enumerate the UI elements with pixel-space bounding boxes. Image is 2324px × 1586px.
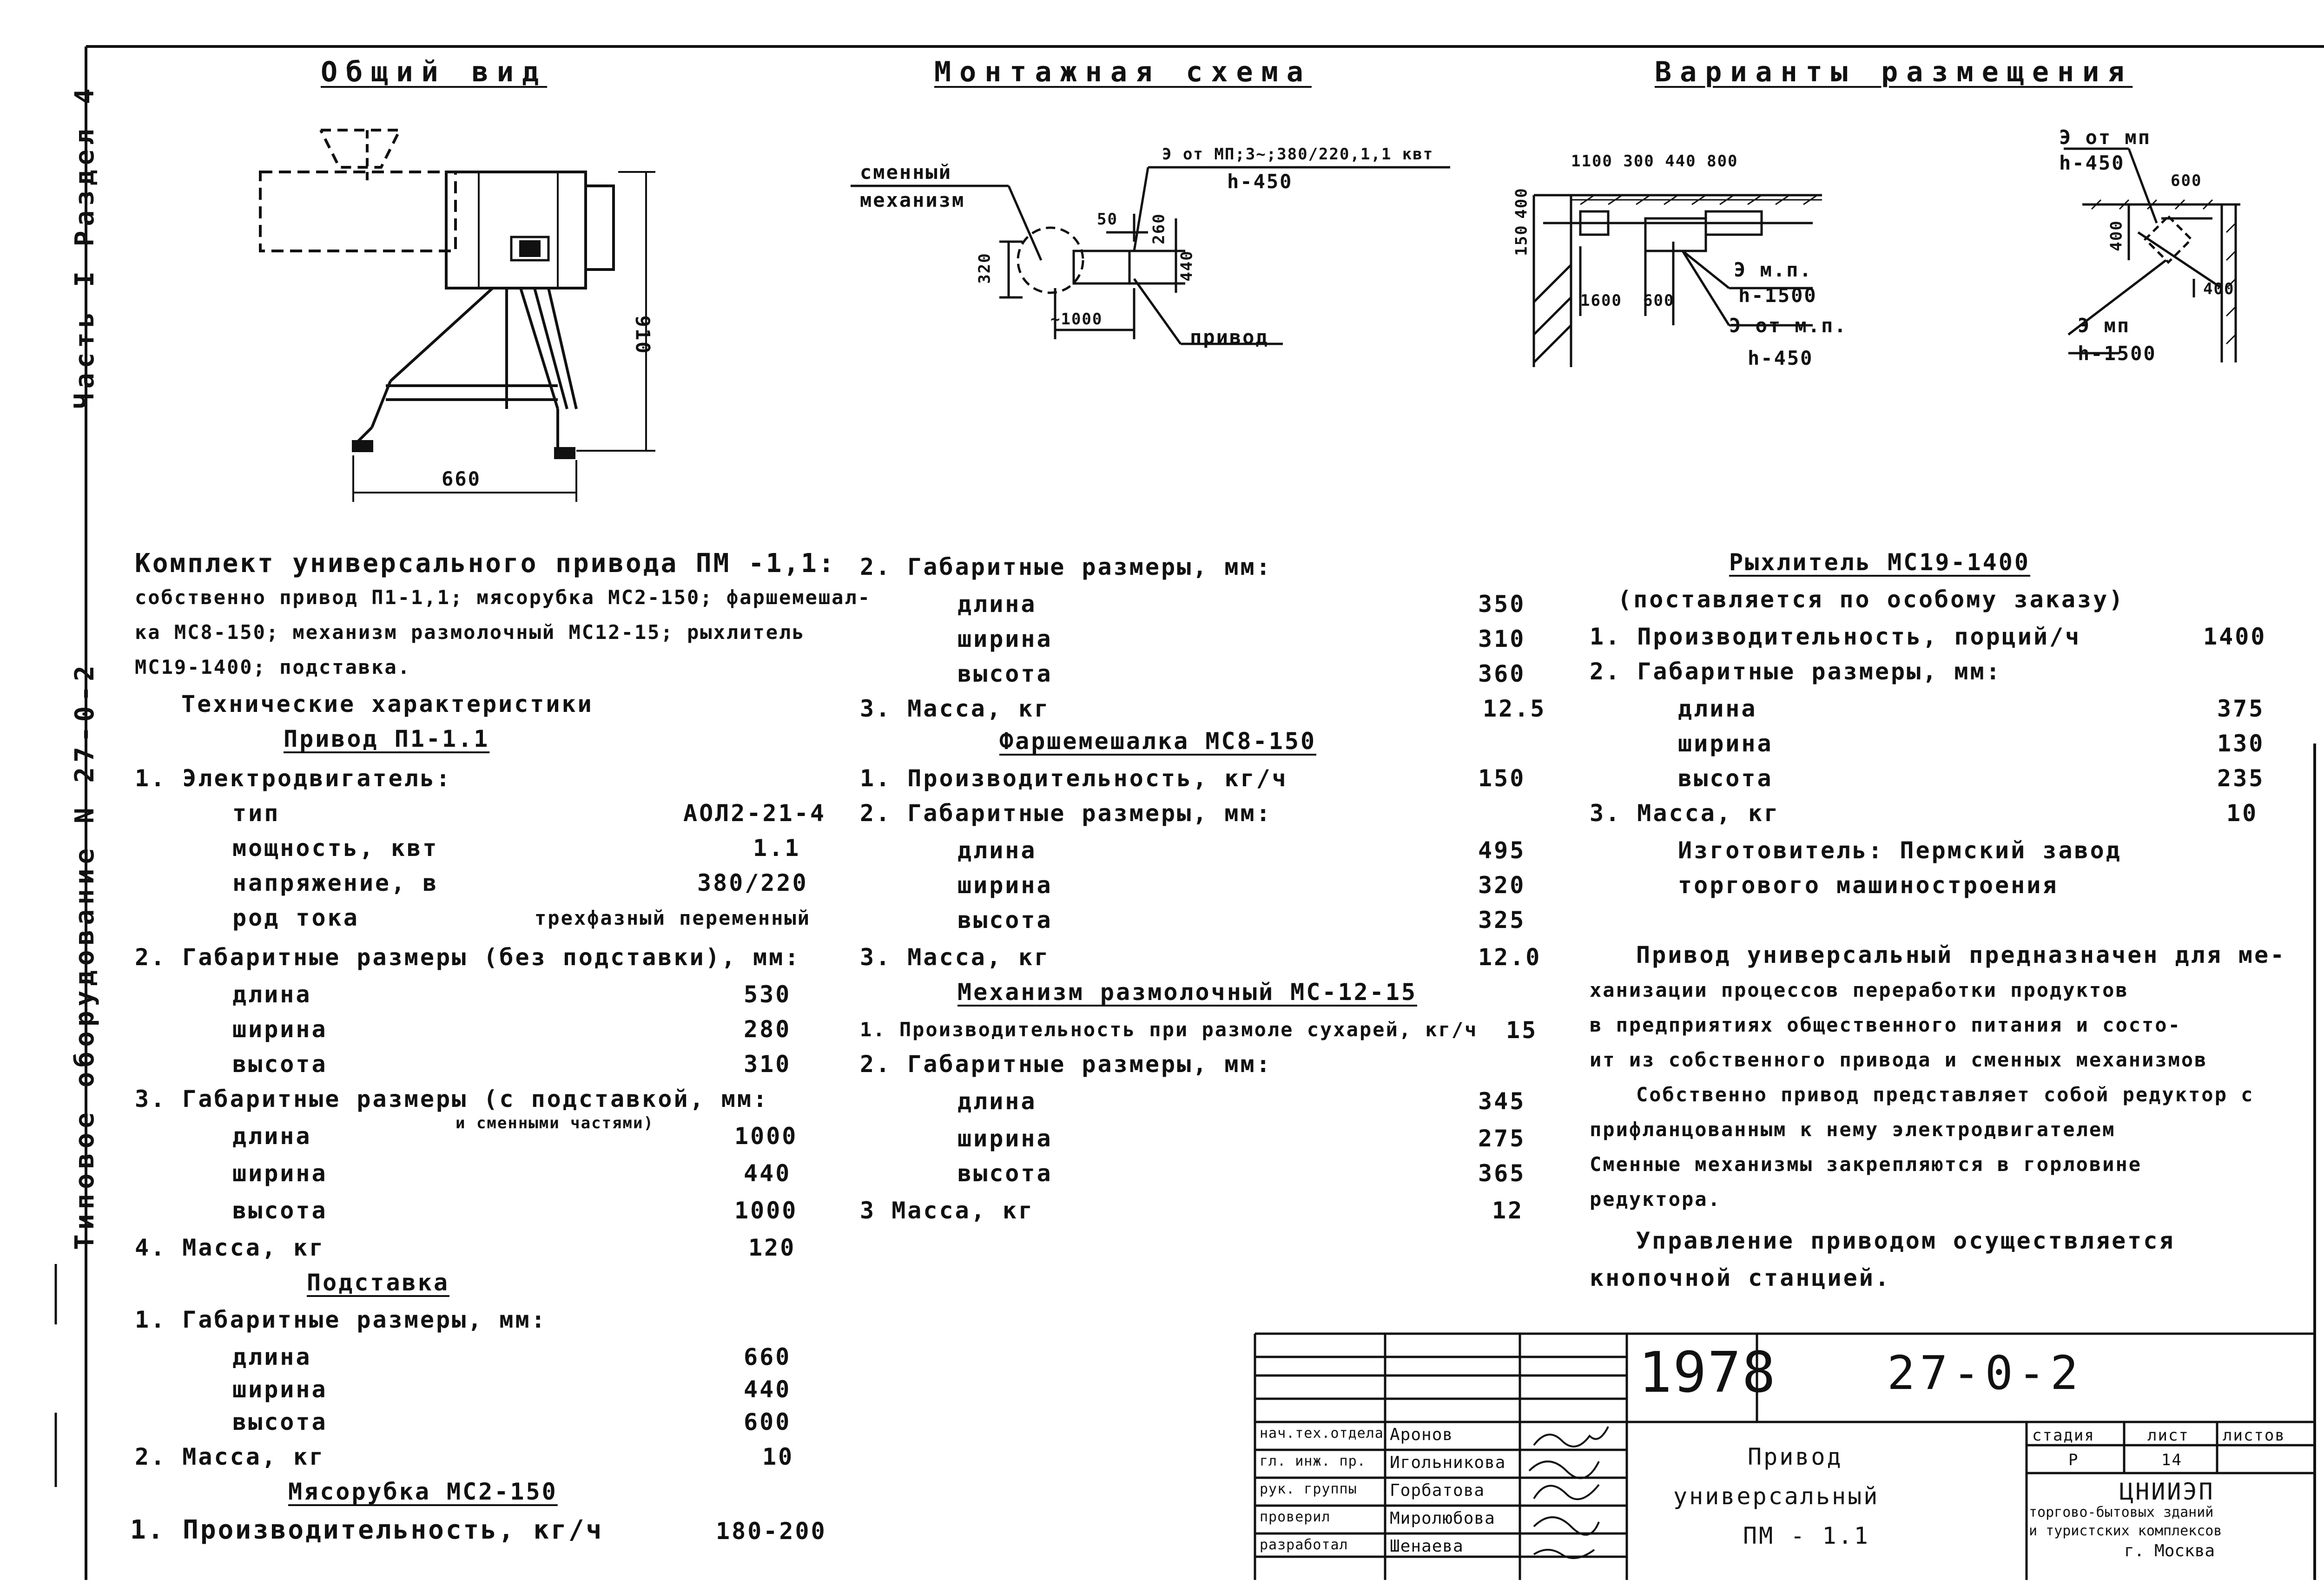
m-wid-label: ширина [957, 872, 1053, 899]
mount-drive: привод [1190, 326, 1269, 349]
dims-stand: 3. Габаритные размеры (с подставкой, мм: [135, 1086, 769, 1112]
mount-d320: 320 [975, 252, 994, 284]
l-wid-label: ширина [1678, 730, 1773, 757]
len-value: 530 [744, 981, 792, 1008]
s-hei-label: высота [232, 1408, 328, 1435]
wid2-label: ширина [232, 1160, 328, 1187]
header-variants: Варианты размещения [1655, 56, 2133, 88]
current-label: род тока [232, 904, 359, 931]
s-hei-value: 600 [744, 1408, 792, 1435]
maker-1: Изготовитель: Пермский завод [1678, 837, 2122, 864]
maker-2: торгового машиностроения [1678, 872, 2059, 899]
s-mass-label: 2. Масса, кг [135, 1443, 325, 1470]
tb-sheets-h: листов [2223, 1426, 2285, 1445]
voltage-label: напряжение, в [232, 869, 439, 896]
tb-title-1: Привод [1748, 1443, 1843, 1470]
loosener-sub: (поставляется по особому заказу) [1618, 586, 2125, 613]
tb-org-1: ЦНИИЭП [2119, 1478, 2215, 1505]
desc-4: ит из собственного привода и сменных механизмов [1590, 1048, 2208, 1071]
var-a-d600: 600 [1643, 291, 1675, 310]
wid-value: 280 [744, 1016, 792, 1043]
len2-value: 1000 [734, 1123, 798, 1150]
s-wid-value: 440 [744, 1376, 792, 1403]
tb-role-1: нач.тех.отдела [1260, 1425, 1384, 1441]
drive-title: Привод П1-1.1 [284, 725, 490, 752]
mount-d260: 260 [1149, 213, 1169, 244]
tb-stage-v: Р [2068, 1451, 2079, 1469]
g-len-label: длина [957, 591, 1037, 618]
mill-prod-label: 1. Производительность при размоле сухарей, кг/ч [860, 1018, 1478, 1041]
tb-name-3: Горбатова [1390, 1481, 1485, 1500]
l-mass-value: 10 [2226, 800, 2258, 827]
l-hei-label: высота [1678, 765, 1773, 792]
desc-3: в предприятиях общественного питания и состо- [1590, 1013, 2181, 1036]
desc-8: редуктора. [1590, 1188, 1721, 1211]
kit-line-3: МС19-1400; подставка. [135, 656, 411, 678]
m-hei-value: 325 [1478, 907, 1526, 934]
var-a-emp: Э м.п. [1734, 258, 1813, 281]
mill-mass-label: 3 Масса, кг [860, 1197, 1035, 1224]
len2-label: длина [232, 1123, 312, 1150]
tb-name-4: Миролюбова [1390, 1509, 1495, 1528]
l-wid-value: 130 [2217, 730, 2265, 757]
tb-title-2: универсальный [1673, 1483, 1880, 1510]
l-mass-label: 3. Масса, кг [1590, 800, 1780, 827]
l-prod-label: 1. Производительность, порций/ч [1590, 623, 2081, 650]
dims-stand-2: и сменными частями) [456, 1114, 654, 1132]
general-view-sketch [260, 130, 655, 502]
mill-prod-value: 15 [1506, 1017, 1538, 1044]
stand-dims: 1. Габаритные размеры, мм: [135, 1306, 547, 1333]
mount-mechanism: механизм [860, 189, 965, 211]
tb-name-1: Аронов [1390, 1425, 1453, 1444]
current-value: трехфазный переменный [535, 907, 811, 929]
m-wid-value: 320 [1478, 872, 1526, 899]
l-hei-value: 235 [2217, 765, 2265, 792]
tb-name-2: Игольникова [1390, 1453, 1506, 1472]
var-a-d400: 400 [1512, 187, 1531, 219]
var-b-h1500: h-1500 [2078, 342, 2157, 365]
mill-wid-label: ширина [957, 1125, 1053, 1152]
variant-a-sketch [1534, 195, 1822, 367]
mass-value: 120 [748, 1234, 796, 1261]
var-b-h450: h-450 [2059, 151, 2125, 174]
hei2-value: 1000 [734, 1197, 798, 1224]
m-mass-label: 3. Масса, кг [860, 944, 1050, 971]
g-mass-value: 12.5 [1483, 695, 1546, 722]
l-prod-value: 1400 [2203, 623, 2267, 650]
desc-7: Сменные механизмы закрепляются в горловине [1590, 1153, 2142, 1176]
mass-label: 4. Масса, кг [135, 1234, 325, 1261]
hei-label: высота [232, 1051, 328, 1078]
tb-role-2: гл. инж. пр. [1260, 1453, 1366, 1469]
m-hei-label: высота [957, 907, 1053, 934]
var-b-d400a: 400 [2107, 220, 2126, 251]
tb-title-3: ПМ - 1.1 [1743, 1522, 1870, 1549]
l-len-label: длина [1678, 695, 1757, 722]
g-hei-value: 360 [1478, 660, 1526, 687]
m-prod-label: 1. Производительность, кг/ч [860, 765, 1288, 792]
dims-no-stand: 2. Габаритные размеры (без подставки), мм: [135, 944, 801, 971]
desc-2: ханизации процессов переработки продуктов [1590, 979, 2129, 1001]
var-a-dims-top: 1100 300 440 800 [1571, 152, 1738, 171]
stand-title: Подставка [307, 1269, 449, 1296]
dim-width: 660 [442, 467, 481, 490]
var-a-h450: h-450 [1748, 347, 1814, 369]
tb-name-5: Шенаева [1390, 1537, 1464, 1556]
mount-h: h-450 [1227, 170, 1293, 193]
tech-heading: Технические характеристики [181, 691, 594, 717]
tb-sheet-v: 14 [2161, 1451, 2182, 1469]
l-dims: 2. Габаритные размеры, мм: [1590, 658, 2002, 685]
g-dims: 2. Габаритные размеры, мм: [860, 553, 1272, 580]
type-value: АОЛ2-21-4 [683, 800, 826, 827]
g-len-value: 350 [1478, 591, 1526, 618]
var-b-d400b: 400 [2203, 280, 2235, 298]
mount-d50: 50 [1097, 210, 1118, 229]
var-b-emp: Э мп [2078, 314, 2131, 337]
tb-role-4: проверил [1260, 1509, 1331, 1525]
hei-value: 310 [744, 1051, 792, 1078]
desc-6: прифланцованным к нему электродвигателем [1590, 1118, 2116, 1141]
mill-len-label: длина [957, 1088, 1037, 1115]
kit-line-1: собственно привод П1-1,1; мясорубка МС2-150; фаршемешал- [135, 586, 872, 609]
type-label: тип [232, 800, 280, 827]
var-a-d1600: 1600 [1580, 291, 1622, 310]
margin-part-label: Часть I Раздел 4 [70, 84, 100, 409]
desc-5: Собственно привод представляет собой редуктор с [1636, 1083, 2254, 1106]
desc-10: кнопочной станцией. [1590, 1264, 1891, 1291]
g-wid-value: 310 [1478, 625, 1526, 652]
loosener-title: Рыхлитель МС19-1400 [1729, 549, 2030, 576]
var-b-eotmp: Э от мп [2059, 126, 2152, 149]
tb-code: 27-0-2 [1887, 1346, 2083, 1400]
len-label: длина [232, 981, 312, 1008]
mill-dims: 2. Габаритные размеры, мм: [860, 1051, 1272, 1078]
l-len-value: 375 [2217, 695, 2265, 722]
kit-line-2: ка МС8-150; механизм размолочный МС12-15; рыхлитель [135, 621, 805, 644]
header-general-view: Общий вид [321, 56, 548, 88]
power-value: 1.1 [753, 835, 801, 862]
m-len-value: 495 [1478, 837, 1526, 864]
var-b-d600: 600 [2171, 171, 2202, 190]
mill-hei-label: высота [957, 1160, 1053, 1187]
hei2-label: высота [232, 1197, 328, 1224]
s-len-label: длина [232, 1343, 312, 1370]
mill-hei-value: 365 [1478, 1160, 1526, 1187]
tb-org-4: г. Москва [2124, 1541, 2215, 1560]
mount-d1000: ~1000 [1050, 310, 1103, 329]
var-a-d150: 150 [1512, 224, 1531, 256]
mill-title: Механизм размолочный МС-12-15 [957, 979, 1417, 1006]
tb-org-3: и туристских комплексов [2029, 1523, 2222, 1539]
mill-mass-value: 12 [1492, 1197, 1524, 1224]
g-hei-label: высота [957, 660, 1053, 687]
m-len-label: длина [957, 837, 1037, 864]
m-prod-value: 150 [1478, 765, 1526, 792]
grinder-prod-value: 180-200 [716, 1518, 827, 1545]
g-wid-label: ширина [957, 625, 1053, 652]
wid-label: ширина [232, 1016, 328, 1043]
motor-label: 1. Электродвигатель: [135, 765, 452, 792]
mount-d440: 440 [1177, 250, 1196, 282]
m-mass-value: 12.0 [1478, 944, 1542, 971]
tb-year: 1978 [1638, 1341, 1776, 1405]
power-label: мощность, квт [232, 835, 439, 862]
dim-height: 910 [631, 315, 654, 355]
s-wid-label: ширина [232, 1376, 328, 1403]
g-mass-label: 3. Масса, кг [860, 695, 1050, 722]
tb-role-3: рук. группы [1260, 1481, 1357, 1497]
mount-power: Э от МП;3~;380/220,1,1 квт [1162, 145, 1434, 164]
header-mounting: Монтажная схема [934, 56, 1312, 88]
mount-replaceable: сменный [860, 161, 952, 184]
grinder-prod-label: 1. Производительность, кг/ч [130, 1515, 604, 1545]
mill-wid-value: 275 [1478, 1125, 1526, 1152]
wid2-value: 440 [744, 1160, 792, 1187]
m-dims: 2. Габаритные размеры, мм: [860, 800, 1272, 827]
margin-typical-label: Типовое оборудование N 27-0-2 [70, 661, 100, 1250]
tb-org-2: торгово-бытовых зданий [2029, 1504, 2214, 1520]
s-mass-value: 10 [762, 1443, 794, 1470]
mixer-title: Фаршемешалка МС8-150 [999, 728, 1317, 755]
mill-len-value: 345 [1478, 1088, 1526, 1115]
kit-title: Комплект универсального привода ПМ -1,1: [135, 548, 836, 579]
tb-role-5: разработал [1260, 1537, 1348, 1553]
var-a-eotmp: Э от м.п. [1729, 314, 1848, 337]
voltage-value: 380/220 [697, 869, 808, 896]
desc-1: Привод универсальный предназначен для ме- [1636, 941, 2286, 968]
var-a-h1500: h-1500 [1738, 284, 1817, 307]
tb-stage-h: стадия [2032, 1426, 2095, 1445]
tb-sheet-h: лист [2147, 1426, 2189, 1445]
desc-9: Управление приводом осуществляется [1636, 1227, 2175, 1254]
s-len-value: 660 [744, 1343, 792, 1370]
grinder-title: Мясорубка МС2-150 [288, 1478, 558, 1505]
signatures [1529, 1427, 1608, 1558]
